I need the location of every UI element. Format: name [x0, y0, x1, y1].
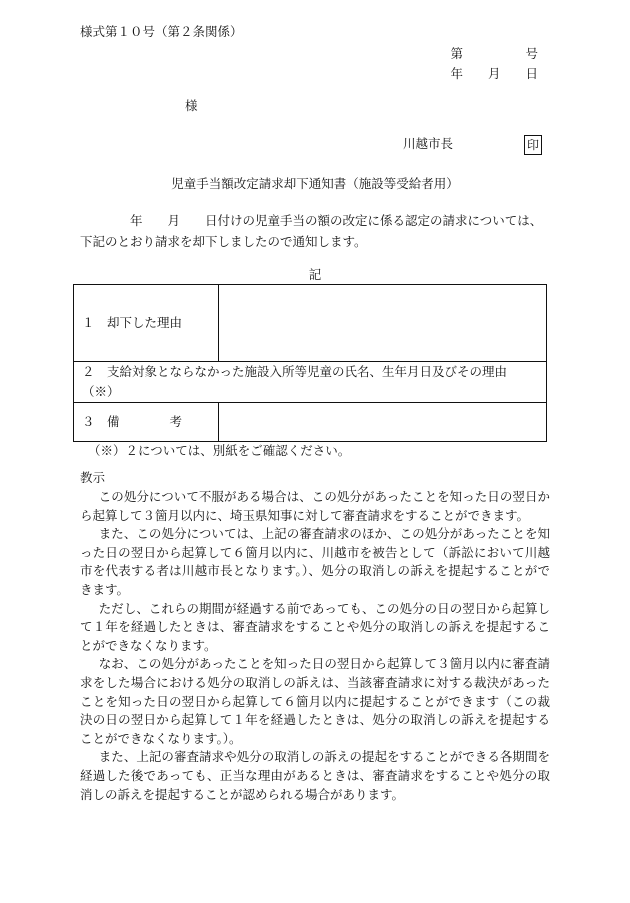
remarks-label: ３ 備 考	[74, 403, 219, 442]
kyoji-paragraph: また、この処分については、上記の審査請求のほか、この処分があったことを知った日の翌日から起算して６箇月以内に、川越市を被告として（訴訟において川越市を代表する者は川越市長となります。）、処分の取消しの訴えを提起することができます。	[80, 526, 550, 597]
ki-heading: 記	[308, 267, 322, 282]
kyoji-paragraph: なお、この処分があったことを知った日の翌日から起算して３箇月以内に審査請求をした場合における処分の取消しの訴えは、当該審査請求に対する裁決があったことを知った日の翌日から起算して６箇月以内に提起することができます（この裁決の日の翌日から起算して１年を経過したときは、処分の取消しの訴えを提起することができなくなります。）。	[80, 656, 550, 746]
seal-box: 印	[524, 135, 542, 155]
issuer-name: 川越市長	[403, 136, 454, 151]
remarks-value	[219, 403, 547, 442]
form-number: 様式第１０号（第２条関係）	[80, 24, 243, 39]
kyoji-body	[80, 488, 550, 804]
document-number: 第 号	[450, 46, 538, 61]
kyoji-paragraph: この処分について不服がある場合は、この処分があったことを知った日の翌日から起算して３箇月以内に、埼玉県知事に対して審査請求をすることができます。	[80, 489, 550, 523]
document-date: 年 月 日	[450, 66, 538, 81]
kyoji-paragraph: ただし、これらの期間が経過する前であっても、この処分の日の翌日から起算して１年を経過したときは、審査請求をすることや処分の取消しの訴えを提起することができなくなります。	[80, 600, 550, 653]
table-row	[74, 362, 547, 403]
table-row	[74, 403, 547, 442]
table-row	[74, 285, 547, 362]
document-number-block	[450, 44, 538, 84]
reason-label: １ 却下した理由	[74, 285, 219, 362]
reason-value	[219, 285, 547, 362]
kyoji-heading: 教示	[80, 470, 106, 485]
document-title: 児童手当額改定請求却下通知書（施設等受給者用）	[171, 176, 459, 191]
note-text: （※）２については、別紙をご確認ください。	[88, 443, 351, 458]
children-label: ２ 支給対象とならなかった施設入所等児童の氏名、生年月日及びその理由（※）	[74, 362, 547, 403]
addressee: 様	[185, 98, 198, 113]
kyoji-paragraph: また、上記の審査請求や処分の取消しの訴えの提起をすることができる各期間を経過した後であっても、正当な理由があるときは、審査請求をすることや処分の取消しの訴えを提起することが認められる場合があります。	[80, 749, 550, 802]
rejection-table	[73, 284, 547, 442]
intro-text: 年 月 日付けの児童手当の額の改定に係る認定の請求については、下記のとおり請求を却下しましたので通知します。	[80, 213, 543, 249]
